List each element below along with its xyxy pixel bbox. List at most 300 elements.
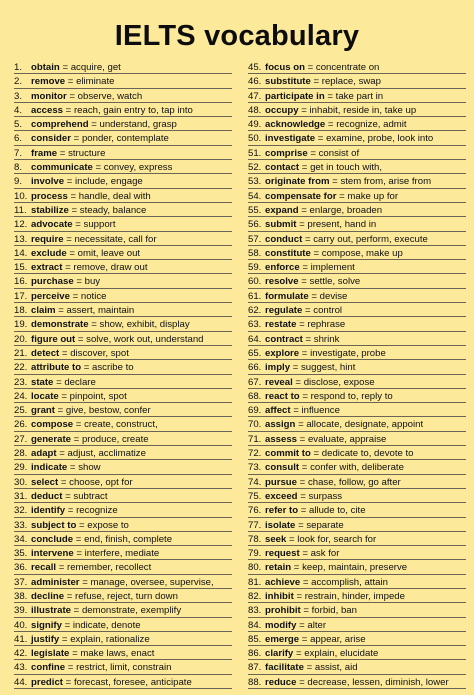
entry-definition: accomplish, attain (311, 576, 388, 588)
entry-word: enforce (265, 262, 300, 274)
vocab-entry (14, 375, 232, 389)
entry-word: adapt (31, 448, 57, 460)
entry-definition: take part in (335, 90, 384, 102)
equals-sign: = (300, 605, 312, 617)
entry-word: focus on (265, 62, 305, 73)
entry-number: 36. (14, 562, 28, 574)
entry-definition: show (78, 462, 101, 474)
entry-word: decline (31, 590, 65, 602)
vocab-entry (248, 660, 466, 674)
equals-sign: = (299, 162, 311, 174)
equals-sign: = (66, 247, 78, 259)
entry-word: regulate (265, 305, 303, 317)
equals-sign: = (59, 633, 71, 645)
entry-number: 42. (14, 648, 28, 660)
equals-sign: = (69, 290, 81, 302)
vocab-entry (14, 60, 232, 74)
equals-sign: = (63, 104, 74, 116)
equals-sign: = (88, 319, 100, 331)
entry-word: originate from (265, 176, 330, 188)
equals-sign: = (302, 305, 314, 317)
entry-word: retain (265, 562, 292, 574)
entry-definition: alter (307, 619, 327, 631)
equals-sign: = (55, 305, 67, 317)
entry-number: 54. (248, 190, 262, 202)
equals-sign: = (308, 290, 320, 302)
entry-number: 29. (14, 462, 28, 474)
equals-sign: = (299, 262, 311, 274)
equals-sign: = (297, 476, 308, 488)
entry-number: 53. (248, 176, 262, 188)
entry-definition: ponder, contemplate (81, 133, 169, 145)
entry-definition: chase, follow, go after (307, 476, 401, 488)
equals-sign: = (65, 76, 77, 88)
entry-definition: notice (80, 290, 107, 302)
entry-word: facilitate (265, 662, 304, 674)
entry-number: 73. (248, 462, 262, 474)
entry-number: 40. (14, 619, 28, 631)
entry-word: access (31, 104, 64, 116)
entry-number: 82. (248, 590, 262, 602)
entry-number: 35. (14, 548, 28, 560)
entry-number: 81. (248, 576, 262, 588)
entry-word: reduce (265, 676, 297, 688)
entry-number: 51. (248, 147, 262, 159)
vocab-entry (248, 475, 466, 489)
entry-definition: observe, watch (77, 90, 143, 102)
entry-number: 80. (248, 562, 262, 574)
entry-number: 72. (248, 448, 262, 460)
entry-definition: rephrase (307, 319, 346, 331)
entry-word: inhibit (265, 590, 294, 602)
vocab-entry (248, 532, 466, 546)
entry-number: 41. (14, 633, 28, 645)
equals-sign: = (310, 76, 322, 88)
vocab-entry (248, 274, 466, 288)
entry-word: compose (31, 419, 74, 431)
entry-word: illustrate (31, 605, 71, 617)
entry-number: 15. (14, 262, 28, 274)
entry-number: 83. (248, 605, 262, 617)
vocab-entry (248, 603, 466, 617)
entry-definition: create, construct, (84, 419, 158, 431)
entry-number: 68. (248, 390, 262, 402)
entry-number: 14. (14, 247, 28, 259)
equals-sign: = (324, 90, 336, 102)
vocab-entry (14, 260, 232, 274)
vocab-entry (14, 89, 232, 103)
equals-sign: = (299, 462, 311, 474)
entry-definition: evaluate, appraise (307, 433, 387, 445)
vocab-entry (248, 260, 466, 274)
entry-definition: discover, spot (70, 347, 129, 359)
equals-sign: = (57, 147, 69, 159)
vocab-entry (14, 289, 232, 303)
entry-number: 9. (14, 176, 23, 188)
vocab-entry (14, 518, 232, 532)
entry-number: 32. (14, 505, 28, 517)
equals-sign: = (290, 362, 301, 374)
equals-sign: = (73, 533, 85, 545)
entry-word: signify (31, 619, 62, 631)
entry-definition: forbid, ban (311, 605, 357, 617)
entry-number: 75. (248, 490, 262, 502)
entry-number: 16. (14, 276, 28, 288)
entry-definition: produce, create (81, 433, 149, 445)
equals-sign: = (303, 662, 315, 674)
entry-word: submit (265, 219, 297, 231)
entry-word: extract (31, 262, 63, 274)
entry-word: grant (31, 405, 55, 417)
entry-definition: steady, balance (79, 204, 147, 216)
entry-definition: make up for (347, 190, 399, 202)
vocab-entry (14, 160, 232, 174)
vocab-entry (248, 146, 466, 160)
entry-number: 47. (248, 90, 262, 102)
vocab-entry (248, 489, 466, 503)
entry-definition: get in touch with, (310, 162, 383, 174)
entry-number: 66. (248, 362, 262, 374)
entry-number: 71. (248, 433, 262, 445)
entry-word: consider (31, 133, 71, 145)
entry-word: formulate (265, 290, 309, 302)
entry-number: 57. (248, 233, 262, 245)
entry-definition: remove, draw out (73, 262, 148, 274)
equals-sign: = (292, 376, 304, 388)
equals-sign: = (72, 219, 84, 231)
entry-number: 48. (248, 104, 262, 116)
entry-word: perceive (31, 290, 70, 302)
entry-number: 3. (14, 90, 23, 102)
equals-sign: = (310, 247, 322, 259)
entry-definition: make laws, enact (80, 648, 155, 660)
entry-word: isolate (265, 519, 296, 531)
entry-number: 87. (248, 662, 262, 674)
vocab-entry (14, 189, 232, 203)
vocab-column-left (14, 60, 232, 689)
vocab-entry (14, 203, 232, 217)
entry-word: contact (265, 162, 300, 174)
vocab-entry (248, 189, 466, 203)
equals-sign: = (329, 176, 341, 188)
entry-number: 79. (248, 548, 262, 560)
entry-word: locate (31, 390, 59, 402)
entry-definition: consist of (318, 147, 360, 159)
equals-sign: = (73, 419, 85, 431)
equals-sign: = (295, 419, 307, 431)
entry-definition: influence (301, 405, 340, 417)
equals-sign: = (304, 62, 316, 73)
equals-sign: = (291, 562, 303, 574)
entry-definition: include, engage (75, 176, 143, 188)
equals-sign: = (61, 619, 73, 631)
entry-word: substitute (265, 76, 311, 88)
entry-definition: restrain, hinder, impede (304, 590, 405, 602)
vocab-entry (14, 346, 232, 360)
entry-word: imply (265, 362, 291, 374)
entry-word: deduct (31, 490, 63, 502)
entry-number: 69. (248, 405, 262, 417)
entry-definition: refuse, reject, turn down (75, 590, 178, 602)
entry-word: comprise (265, 147, 308, 159)
vocab-entry (248, 503, 466, 517)
entry-definition: solve, work out, understand (86, 333, 204, 345)
equals-sign: = (71, 433, 82, 445)
vocab-column-right (248, 60, 466, 689)
vocab-entry (14, 675, 232, 689)
vocab-entry (248, 646, 466, 660)
entry-number: 50. (248, 133, 262, 145)
entry-word: communicate (31, 162, 93, 174)
entry-definition: settle, solve (309, 276, 361, 288)
entry-definition: demonstrate, exemplify (81, 605, 182, 617)
entry-word: constitute (265, 247, 311, 259)
entry-number: 62. (248, 305, 262, 317)
entry-definition: buy (84, 276, 101, 288)
entry-word: reveal (265, 376, 293, 388)
equals-sign: = (54, 405, 66, 417)
vocab-entry (248, 432, 466, 446)
entry-number: 30. (14, 476, 28, 488)
entry-word: pursue (265, 476, 297, 488)
entry-word: remove (31, 76, 66, 88)
equals-sign: = (315, 133, 327, 145)
equals-sign: = (73, 548, 85, 560)
entry-word: resolve (265, 276, 299, 288)
vocab-entry (14, 446, 232, 460)
vocab-entry (248, 618, 466, 632)
entry-word: justify (31, 633, 60, 645)
entry-word: compensate for (265, 190, 337, 202)
entry-word: occupy (265, 104, 299, 116)
entry-definition: convey, express (103, 162, 173, 174)
entry-definition: ask for (310, 548, 340, 560)
entry-definition: interfere, mediate (84, 548, 160, 560)
entry-number: 45. (248, 62, 262, 73)
equals-sign: = (63, 676, 74, 688)
entry-definition: separate (306, 519, 344, 531)
equals-sign: = (298, 505, 309, 517)
vocab-entry (14, 217, 232, 231)
entry-definition: investigate, probe (310, 347, 386, 359)
entry-number: 8. (14, 162, 23, 174)
entry-number: 84. (248, 619, 262, 631)
entry-word: prohibit (265, 605, 301, 617)
entry-word: contract (265, 333, 303, 345)
entry-number: 88. (248, 676, 262, 688)
entry-definition: examine, probe, look into (326, 133, 434, 145)
equals-sign: = (71, 133, 82, 145)
vocab-entry (248, 117, 466, 131)
vocab-entry (248, 60, 466, 74)
vocab-entry (14, 546, 232, 560)
entry-definition: expose to (87, 519, 129, 531)
vocab-entry (248, 417, 466, 431)
entry-number: 18. (14, 305, 28, 317)
vocab-entry (14, 560, 232, 574)
entry-number: 43. (14, 662, 28, 674)
vocab-entry (248, 217, 466, 231)
entry-word: assign (265, 419, 296, 431)
vocab-entry (248, 232, 466, 246)
entry-definition: suggest, hint (301, 362, 356, 374)
vocab-entry (248, 317, 466, 331)
entry-definition: replace, swap (321, 76, 381, 88)
vocab-entry (14, 74, 232, 88)
entry-number: 39. (14, 605, 28, 617)
vocab-entry (14, 618, 232, 632)
entry-word: frame (31, 147, 58, 159)
vocab-entry (14, 646, 232, 660)
entry-word: state (31, 376, 54, 388)
entry-definition: explain, elucidate (304, 648, 379, 660)
entry-definition: ascribe to (92, 362, 134, 374)
vocab-entry (14, 332, 232, 346)
entry-word: seek (265, 533, 287, 545)
vocab-entry (14, 146, 232, 160)
entry-word: investigate (265, 133, 316, 145)
equals-sign: = (298, 204, 310, 216)
entry-number: 78. (248, 533, 262, 545)
equals-sign: = (298, 104, 310, 116)
entry-number: 49. (248, 119, 262, 131)
vocab-entry (248, 103, 466, 117)
vocab-entry (248, 375, 466, 389)
vocab-entry (248, 246, 466, 260)
equals-sign: = (62, 490, 74, 502)
entry-definition: keep, maintain, preserve (302, 562, 408, 574)
entry-definition: devise (319, 290, 348, 302)
entry-number: 20. (14, 333, 28, 345)
entry-definition: pinpoint, spot (69, 390, 127, 402)
entry-definition: carry out, perform, execute (313, 233, 428, 245)
entry-number: 59. (248, 262, 262, 274)
vocab-entry (248, 460, 466, 474)
entry-word: predict (31, 676, 63, 688)
entry-word: indicate (31, 462, 68, 474)
entry-word: exceed (265, 490, 298, 502)
equals-sign: = (299, 633, 311, 645)
equals-sign: = (298, 276, 310, 288)
equals-sign: = (81, 362, 93, 374)
entry-definition: subtract (73, 490, 108, 502)
equals-sign: = (62, 262, 74, 274)
vocab-entry (14, 460, 232, 474)
vocab-entry (248, 160, 466, 174)
entry-definition: necessitate, call for (74, 233, 157, 245)
entry-number: 7. (14, 147, 23, 159)
entry-definition: declare (64, 376, 96, 388)
entry-word: expand (265, 204, 299, 216)
entry-word: subject to (31, 519, 77, 531)
equals-sign: = (297, 433, 308, 445)
entry-number: 19. (14, 319, 28, 331)
equals-sign: = (88, 119, 100, 131)
vocab-entry (248, 174, 466, 188)
entry-word: process (31, 190, 68, 202)
entry-definition: structure (68, 147, 106, 159)
entry-definition: remember, recollect (67, 562, 152, 574)
entry-definition: control (313, 305, 343, 317)
entry-definition: handle, deal with (78, 190, 151, 202)
entry-definition: surpass (308, 490, 343, 502)
entry-number: 26. (14, 419, 28, 431)
entry-number: 67. (248, 376, 262, 388)
entry-definition: assert, maintain (66, 305, 135, 317)
entry-number: 21. (14, 347, 28, 359)
entry-word: request (265, 548, 300, 560)
entry-number: 61. (248, 290, 262, 302)
equals-sign: = (69, 648, 81, 660)
entry-number: 13. (14, 233, 28, 245)
entry-number: 76. (248, 505, 262, 517)
equals-sign: = (76, 519, 88, 531)
entry-number: 5. (14, 119, 23, 131)
entry-number: 37. (14, 576, 28, 588)
entry-number: 65. (248, 347, 262, 359)
equals-sign: = (58, 390, 70, 402)
entry-word: recall (31, 562, 57, 574)
entry-word: generate (31, 433, 71, 445)
vocab-entry (248, 575, 466, 589)
equals-sign: = (295, 519, 307, 531)
entry-number: 74. (248, 476, 262, 488)
entry-word: refer to (265, 505, 299, 517)
page-title: IELTS vocabulary (114, 20, 360, 52)
vocab-entry (248, 675, 466, 689)
entry-number: 63. (248, 319, 262, 331)
entry-word: involve (31, 176, 65, 188)
entry-word: react to (265, 390, 300, 402)
equals-sign: = (65, 662, 77, 674)
entry-word: confine (31, 662, 66, 674)
entry-definition: look for, search for (297, 533, 377, 545)
entry-word: explore (265, 347, 300, 359)
entry-word: comprehend (31, 119, 89, 131)
equals-sign: = (336, 190, 348, 202)
entry-definition: choose, opt for (69, 476, 133, 488)
vocab-entry (248, 203, 466, 217)
vocab-entry (14, 660, 232, 674)
equals-sign: = (67, 462, 79, 474)
equals-sign: = (56, 448, 68, 460)
entry-definition: understand, grasp (99, 119, 177, 131)
entry-word: stabilize (31, 204, 69, 216)
entry-number: 6. (14, 133, 23, 145)
entry-number: 11. (14, 204, 27, 216)
entry-definition: assist, aid (314, 662, 358, 674)
entry-definition: forecast, foresee, anticipate (73, 676, 192, 688)
equals-sign: = (299, 548, 311, 560)
entry-number: 1. (14, 62, 23, 73)
entry-word: emerge (265, 633, 300, 645)
entry-number: 70. (248, 419, 262, 431)
entry-word: affect (265, 405, 291, 417)
entry-definition: confer with, deliberate (310, 462, 404, 474)
vocab-entry (248, 89, 466, 103)
entry-word: claim (31, 305, 56, 317)
equals-sign: = (75, 333, 87, 345)
entry-word: select (31, 476, 59, 488)
equals-sign: = (310, 448, 322, 460)
vocab-entry (248, 74, 466, 88)
equals-sign: = (79, 576, 91, 588)
entry-word: exclude (31, 247, 67, 259)
entry-definition: compose, make up (321, 247, 403, 259)
entry-word: detect (31, 347, 60, 359)
vocab-entry (14, 174, 232, 188)
entry-word: clarify (265, 648, 294, 660)
